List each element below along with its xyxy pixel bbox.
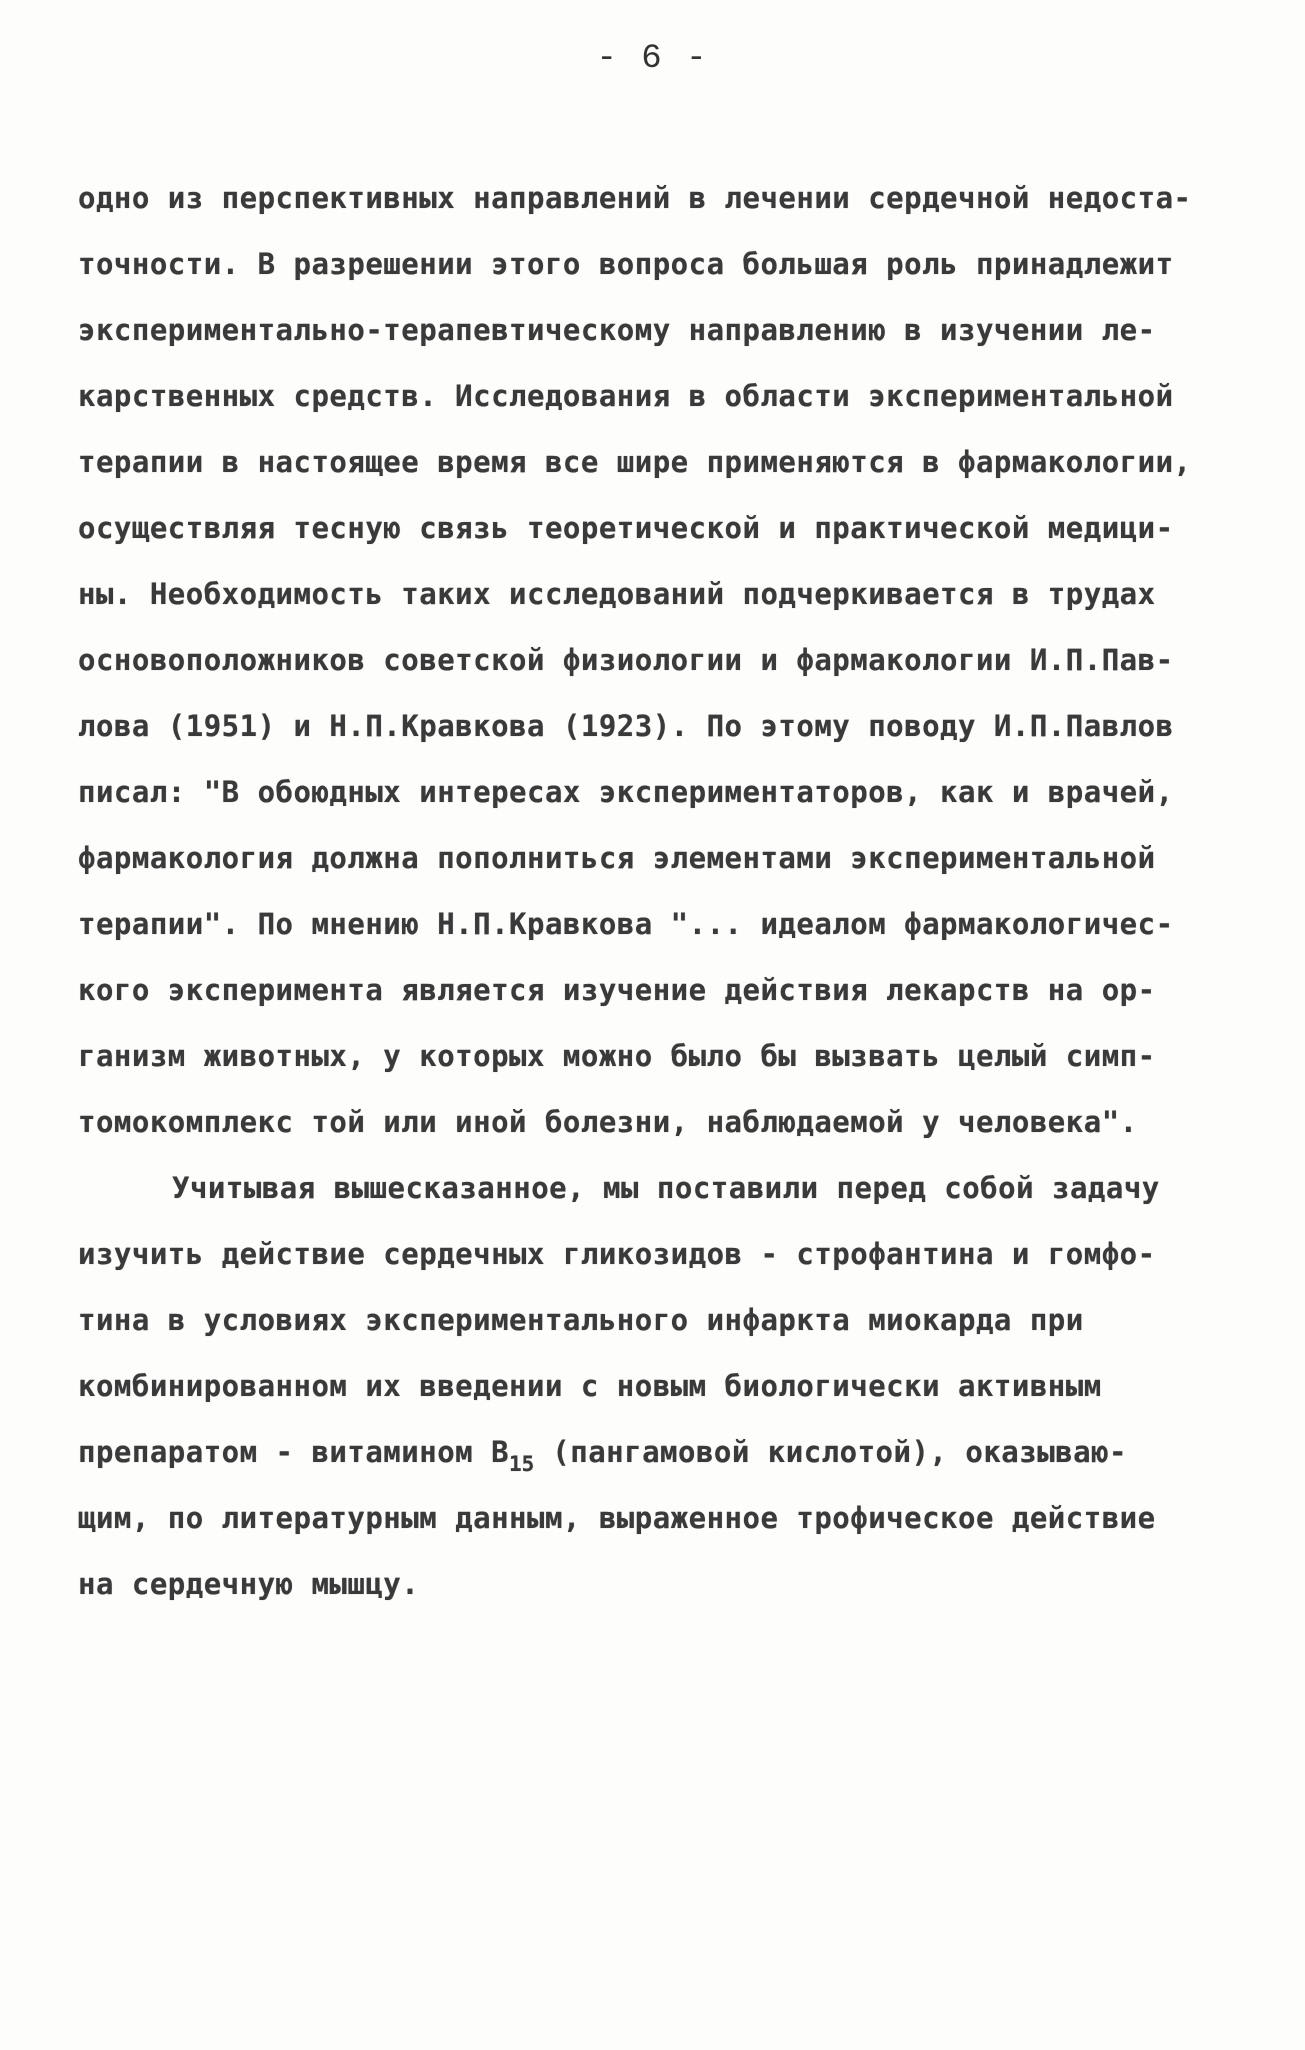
text-line: щим, по литературным данным, выраженное трофическое действие <box>78 1501 1156 1535</box>
subscript: 15 <box>509 1452 535 1476</box>
text-line: на сердечную мышцу. <box>78 1567 420 1601</box>
text-line-with-subscript <box>78 1419 1228 1485</box>
body-text <box>78 165 1228 1617</box>
text-line: карственных средств. Исследования в области экспериментальной <box>78 379 1174 413</box>
text-line: осуществляя тесную связь теоретической и практической медици- <box>78 511 1174 545</box>
text-line: экспериментально-терапевтическому направлению в изучении ле- <box>78 313 1156 347</box>
text-line: ны. Необходимость таких исследований подчеркивается в трудах <box>78 577 1156 611</box>
text-line: точности. В разрешении этого вопроса большая роль принадлежит <box>78 247 1174 281</box>
text-line: одно из перспективных направлений в лечении сердечной недоста- <box>78 181 1192 215</box>
paragraph-2 <box>78 1155 1228 1617</box>
text-line: фармакология должна пополниться элементами экспериментальной <box>78 841 1156 875</box>
text-fragment: препаратом - витамином B <box>78 1435 510 1469</box>
text-line: писал: "В обоюдных интересах экспериментаторов, как и врачей, <box>78 775 1174 809</box>
text-fragment: (пангамовой кислотой), оказываю- <box>534 1435 1127 1469</box>
text-line: тина в условиях экспериментального инфаркта миокарда при <box>78 1303 1084 1337</box>
text-line: ганизм животных, у которых можно было бы вызвать целый симп- <box>78 1039 1156 1073</box>
text-line: терапии". По мнению Н.П.Кравкова "... идеалом фармакологичес- <box>78 907 1174 941</box>
text-line: изучить действие сердечных гликозидов - строфантина и гомфо- <box>78 1237 1156 1271</box>
page-number: - 6 - <box>596 40 709 78</box>
text-line: лова (1951) и Н.П.Кравкова (1923). По этому поводу И.П.Павлов <box>78 709 1174 743</box>
text-line: кого эксперимента является изучение действия лекарств на ор- <box>78 973 1156 1007</box>
paragraph-1 <box>78 165 1228 1155</box>
text-line: томокомплекс той или иной болезни, наблюдаемой у человека". <box>78 1105 1138 1139</box>
text-line: основоположников советской физиологии и фармакологии И.П.Пав- <box>78 643 1174 677</box>
text-line: терапии в настоящее время все шире применяются в фармакологии, <box>78 445 1192 479</box>
text-line: комбинированном их введении с новым биологически активным <box>78 1369 1102 1403</box>
text-line: Учитывая вышесказанное, мы поставили перед собой задачу <box>172 1171 1160 1205</box>
